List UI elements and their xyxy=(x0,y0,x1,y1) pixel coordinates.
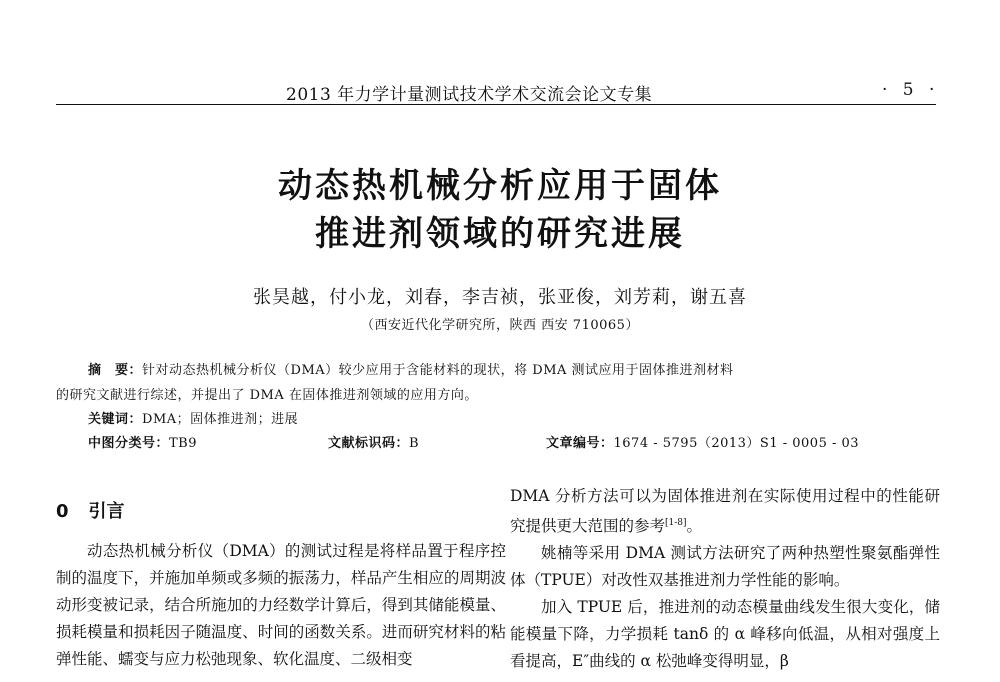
citation: [1-8] xyxy=(665,518,687,528)
body-text: DMA 分析方法可以为固体推进剂在实际使用过程中的性能研究提供更大范围的参考 xyxy=(510,487,940,536)
paper-title-line-1: 动态热机械分析应用于固体 xyxy=(278,166,722,206)
left-column xyxy=(56,538,506,673)
clc-label: 中图分类号： xyxy=(88,436,170,451)
body-text: 。 xyxy=(686,517,703,536)
abstract xyxy=(88,359,734,378)
article-number-value: 1674 - 5795（2013）S1 - 0005 - 03 xyxy=(613,436,860,451)
section-heading xyxy=(56,497,125,523)
keywords-value: DMA；固体推进剂；进展 xyxy=(142,412,299,427)
affiliation: （西安近代化学研究所，陕西 西安 710065） xyxy=(361,318,639,333)
running-header-title: 2013 年力学计量测试技术学术交流会论文专集 xyxy=(286,85,653,105)
right-column xyxy=(510,483,940,675)
document-code xyxy=(328,432,419,451)
author-list: 张昊越，付小龙，刘春，李吉祯，张亚俊，刘芳莉，谢五喜 xyxy=(253,287,747,308)
header-rule xyxy=(56,104,936,105)
document-code-value: B xyxy=(409,436,420,451)
abstract-label: 摘 要： xyxy=(88,363,143,378)
document-code-label: 文献标识码： xyxy=(328,436,410,451)
section-number: 0 xyxy=(56,501,69,522)
body-paragraph xyxy=(510,483,940,540)
section-title: 引言 xyxy=(88,501,125,522)
clc-value: TB9 xyxy=(169,436,198,451)
body-paragraph: 姚楠等采用 DMA 测试方法研究了两种热塑性聚氨酯弹性体（TPUE）对改性双基推进剂力学性能的影响。 xyxy=(510,544,940,590)
running-header xyxy=(0,0,1000,112)
keywords-label: 关键词： xyxy=(88,412,143,427)
article-number xyxy=(546,432,859,451)
body-paragraph: 动态热机械分析仪（DMA）的测试过程是将样品置于程序控制的温度下，并施加单频或多频的振荡力，样品产生相应的周期波动形变被记录，结合所施加的力经数学计算后，得到其储能模量、损耗模量和损耗因子随温度、时间的函数关系。进而研究材料的粘弹性能、蠕变与应力松弛现象、软化温度、二级相变 xyxy=(56,542,506,668)
paper-title-line-2: 推进剂领域的研究进展 xyxy=(315,214,685,254)
body-paragraph: 加入 TPUE 后，推进剂的动态模量曲线发生很大变化，储能模量下降，力学损耗 tanδ 的 α 峰移向低温，从相对强度上看提高，E″曲线的 α 松弛峰变得明显，β xyxy=(510,598,940,671)
page-number: · 5 · xyxy=(882,80,940,100)
article-number-label: 文章编号： xyxy=(546,436,614,451)
abstract-text-line-1: 针对动态热机械分析仪（DMA）较少应用于含能材料的现状，将 DMA 测试应用于固体推进剂材料 xyxy=(142,363,734,378)
abstract-text-line-2: 的研究文献进行综述，并提出了 DMA 在固体推进剂领域的应用方向。 xyxy=(56,388,478,403)
clc-number xyxy=(88,432,197,451)
keywords xyxy=(88,408,298,427)
